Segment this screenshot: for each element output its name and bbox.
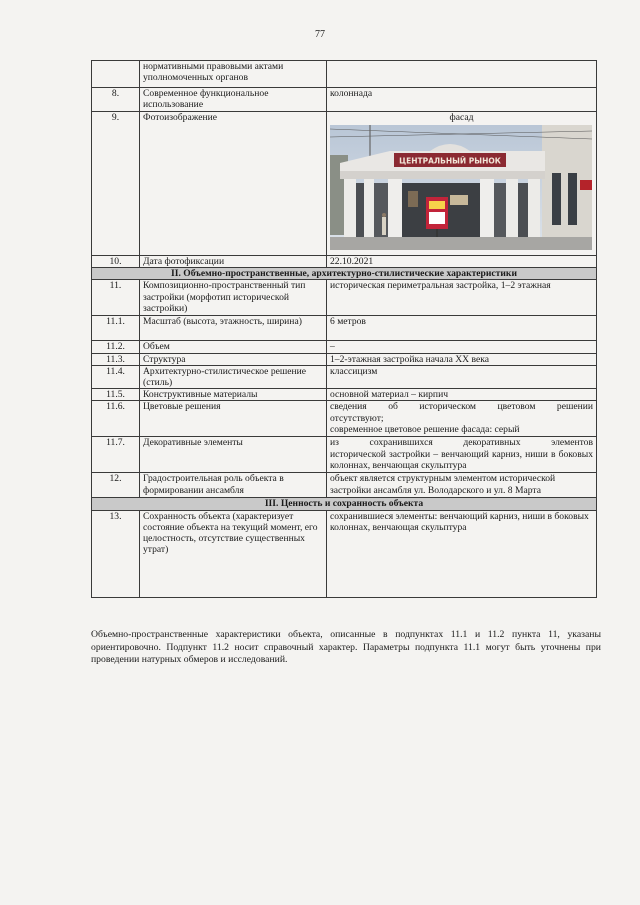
decor-value-line: исторической застройки – венчающий карниз, ниши в боковых колоннах, венчающая скульптура	[330, 448, 593, 471]
color-value-line: сведения об историческом цветовом решении	[330, 401, 593, 413]
table-row	[92, 401, 597, 437]
footnote-paragraph: Объемно-пространственные характеристики объекта, описанные в подпунктах 11.1 и 11.2 пункта 11, указаны ориентировочно. Подпункт 11.2 носит справочный характер. Параметры подпункта 11.1 могут быть уточнены при проведении натурных обмеров и исследований.	[91, 629, 601, 666]
table-row	[92, 88, 597, 112]
table-row	[92, 389, 597, 401]
table-row	[92, 365, 597, 388]
row-label: Объем	[140, 341, 327, 353]
section-header	[92, 268, 597, 280]
row-number: 11.	[92, 280, 140, 316]
row-value: сохранившиеся элементы: венчающий карниз, ниши в боковых колоннах, венчающая скульптура	[327, 510, 597, 597]
row-value: классицизм	[327, 365, 597, 388]
row-label: Декоративные элементы	[140, 437, 327, 473]
row-value: основной материал – кирпич	[327, 389, 597, 401]
row-number	[92, 61, 140, 88]
row-number: 11.1.	[92, 316, 140, 341]
page-number: 77	[315, 29, 325, 40]
row-number: 11.2.	[92, 341, 140, 353]
row-label: Конструктивные материалы	[140, 389, 327, 401]
table-row	[92, 473, 597, 498]
row-number: 11.3.	[92, 353, 140, 365]
row-value	[327, 437, 597, 473]
table-row	[92, 61, 597, 88]
row-label: Масштаб (высота, этажность, ширина)	[140, 316, 327, 341]
row-value: историческая периметральная застройка, 1–2 этажная	[327, 280, 597, 316]
decor-value-line: из сохранившихся декоративных элементов	[330, 437, 593, 449]
table-row	[92, 510, 597, 597]
row-value	[327, 61, 597, 88]
table-row	[92, 341, 597, 353]
row-value: колоннада	[327, 88, 597, 112]
row-number: 11.7.	[92, 437, 140, 473]
facade-sign: ЦЕНТРАЛЬНЫЙ РЫНОК	[399, 156, 501, 166]
row-number: 11.4.	[92, 365, 140, 388]
row-number: 13.	[92, 510, 140, 597]
section-title: II. Объемно-пространственные, архитектурно-стилистические характеристики	[92, 268, 597, 280]
section-header	[92, 498, 597, 510]
row-label: нормативными правовыми актами уполномоченных органов	[140, 61, 327, 88]
color-value-line: современное цветовое решение фасада: серый	[330, 423, 520, 435]
row-number: 10.	[92, 256, 140, 268]
row-label: Цветовые решения	[140, 401, 327, 437]
table-row	[92, 353, 597, 365]
row-value: объект является структурным элементом исторической застройки ансамбля ул. Володарского и ул. 8 Марта	[327, 473, 597, 498]
table-row	[92, 437, 597, 473]
object-characteristics-table	[91, 60, 597, 598]
row-value: –	[327, 341, 597, 353]
row-number: 9.	[92, 112, 140, 256]
photo-caption: фасад	[449, 112, 474, 123]
table-row	[92, 256, 597, 268]
table-row	[92, 112, 597, 256]
row-label: Структура	[140, 353, 327, 365]
row-label: Современное функциональное использование	[140, 88, 327, 112]
row-value	[327, 112, 597, 256]
row-label: Композиционно-пространственный тип застройки (морфотип исторической застройки)	[140, 280, 327, 316]
row-number: 11.5.	[92, 389, 140, 401]
row-value: 22.10.2021	[327, 256, 597, 268]
row-label: Фотоизображение	[140, 112, 327, 256]
table-row	[92, 280, 597, 316]
facade-photo	[330, 125, 592, 250]
row-label: Градостроительная роль объекта в формировании ансамбля	[140, 473, 327, 498]
row-number: 12.	[92, 473, 140, 498]
section-title: III. Ценность и сохранность объекта	[92, 498, 597, 510]
color-value-line: отсутствуют;	[330, 412, 384, 424]
row-number: 11.6.	[92, 401, 140, 437]
row-value: 1–2-этажная застройка начала XX века	[327, 353, 597, 365]
row-value: 6 метров	[327, 316, 597, 341]
row-value	[327, 401, 597, 437]
row-number: 8.	[92, 88, 140, 112]
row-label: Сохранность объекта (характеризует состояние объекта на текущий момент, его целостность, отсутствие существенных утрат)	[140, 510, 327, 597]
row-label: Дата фотофиксации	[140, 256, 327, 268]
table-row	[92, 316, 597, 341]
row-label: Архитектурно-стилистическое решение (стиль)	[140, 365, 327, 388]
